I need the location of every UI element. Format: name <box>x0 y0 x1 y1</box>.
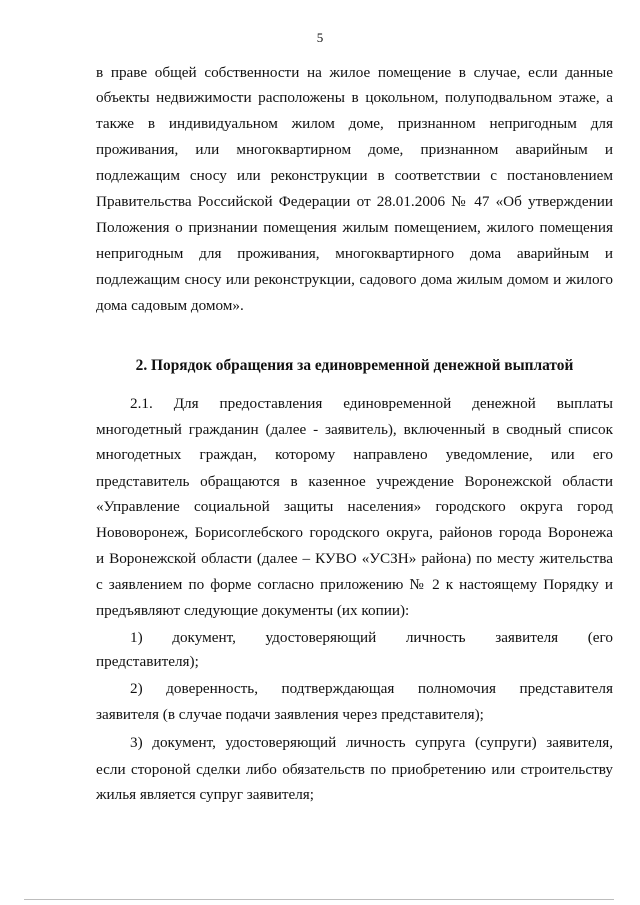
section-heading: 2. Порядок обращения за единовременной денежной выплатой <box>135 357 574 374</box>
text-line: 2.1. Для предоставления единовременной денежной выплаты <box>130 395 613 412</box>
text-line: «Управление социальной защиты населения» городского округа город <box>96 498 613 515</box>
text-line: 1) документ, удостоверяющий личность заявителя (его <box>130 629 613 646</box>
text-line: представителя); <box>96 653 199 670</box>
text-line: предъявляют следующие документы (их копии): <box>96 602 410 619</box>
text-line: дома садовым домом». <box>96 297 244 314</box>
page-number: 5 <box>316 30 324 45</box>
text-line: жилья является супруг заявителя; <box>96 786 314 803</box>
text-line: 2) доверенность, подтверждающая полномочия представителя <box>130 680 613 697</box>
text-line: подлежащим сносу или реконструкции, садового дома жилым домом и жилого <box>96 271 613 288</box>
text-line: Положения о признании помещения жилым помещением, жилого помещения <box>96 219 613 236</box>
text-line: подлежащим сносу или реконструкции в соответствии с постановлением <box>96 167 613 184</box>
text-line: представитель обращаются в казенное учреждение Воронежской области <box>96 473 613 490</box>
text-line: непригодным для проживания, многоквартирного дома аварийным и <box>96 245 613 262</box>
text-line: с заявлением по форме согласно приложению № 2 к настоящему Порядку и <box>96 576 613 593</box>
text-line: многодетный гражданин (далее - заявитель), включенный в сводный список <box>96 421 613 438</box>
text-line: также в индивидуальном жилом доме, признанном непригодным для <box>96 115 613 132</box>
text-line: и Воронежской области (далее – КУВО «УСЗН» района) по месту жительства <box>96 550 613 567</box>
text-line: 3) документ, удостоверяющий личность супруга (супруги) заявителя, <box>130 734 613 751</box>
text-line: объекты недвижимости расположены в цокольном, полуподвальном этаже, а <box>96 89 613 106</box>
text-line: Нововоронеж, Борисоглебского городского округа, районов города Воронежа <box>96 524 613 541</box>
page-edge-divider <box>24 899 614 900</box>
text-line: многодетных граждан, которому направлено уведомление, или его <box>96 446 613 463</box>
text-line: проживания, или многоквартирном доме, признанном аварийным и <box>96 141 613 158</box>
text-line: если стороной сделки либо обязательств по приобретению или строительству <box>96 761 613 778</box>
text-line: заявителя (в случае подачи заявления через представителя); <box>96 706 484 723</box>
text-line: Правительства Российской Федерации от 28.01.2006 № 47 «Об утверждении <box>96 193 613 210</box>
text-line: в праве общей собственности на жилое помещение в случае, если данные <box>96 64 613 81</box>
